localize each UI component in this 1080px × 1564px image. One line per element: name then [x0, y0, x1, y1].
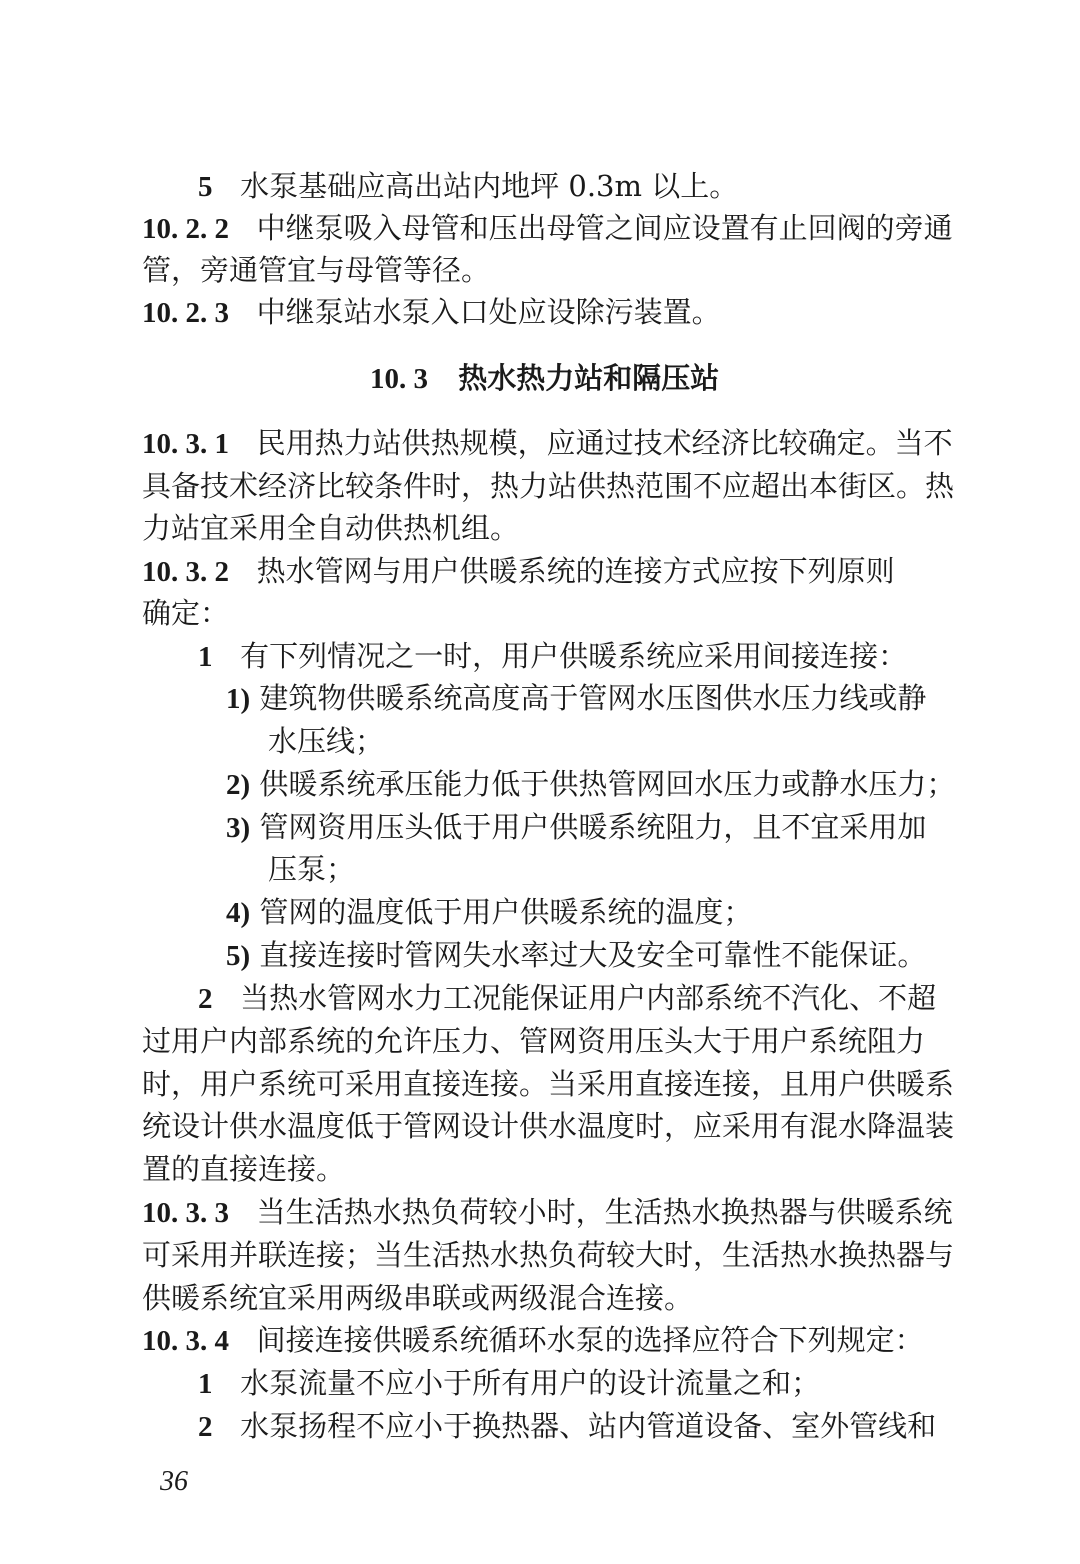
- subitem-text: 管网的温度低于用户供暖系统的温度；: [259, 895, 753, 929]
- clause-text: 管，旁通管宜与母管等径。: [142, 253, 491, 287]
- clause-text: 中继泵吸入母管和压出母管之间应设置有止回阀的旁通: [256, 211, 953, 245]
- subitem-line: [0, 935, 1080, 976]
- clause-text: 确定：: [142, 596, 230, 630]
- subitem-text: 直接连接时管网失水率过大及安全可靠性不能保证。: [259, 938, 927, 972]
- clause-line: [0, 208, 1080, 249]
- subitem-text: 管网资用压头低于用户供暖系统阻力，且不宜采用加: [259, 810, 927, 844]
- subitem-line: [0, 678, 1080, 719]
- continuation-line: [0, 1235, 1080, 1275]
- clause-line: [0, 292, 1080, 333]
- subitem-number: 5): [226, 940, 251, 972]
- subitem-text: 供暖系统承压能力低于供热管网回水压力或静水压力；: [259, 767, 956, 801]
- item-line: [0, 1406, 1080, 1447]
- item-text: 置的直接连接。: [142, 1152, 346, 1186]
- subitem-line: [0, 807, 1080, 848]
- clause-text: 热水管网与用户供暖系统的连接方式应按下列原则: [256, 554, 895, 588]
- subitem-number: 3): [226, 812, 251, 844]
- clause-text: 供暖系统宜采用两级串联或两级混合连接。: [142, 1281, 694, 1315]
- clause-text: 间接连接供暖系统循环水泵的选择应符合下列规定：: [256, 1323, 924, 1357]
- section-title: 热水热力站和隔压站: [458, 361, 720, 395]
- clause-text: 具备技术经济比较条件时，热力站供热范围不应超出本街区。热: [142, 469, 955, 503]
- clause-number: 10. 2. 3: [142, 297, 229, 329]
- continuation-line: [0, 1149, 1080, 1189]
- subitem-number: 2): [226, 769, 251, 801]
- continuation-line: [0, 508, 1080, 548]
- clause-text: 当生活热水热负荷较小时，生活热水换热器与供暖系统: [256, 1195, 953, 1229]
- continuation-line: [0, 1021, 1080, 1061]
- subitem-text: 水压线；: [268, 724, 385, 758]
- continuation-line: [0, 593, 1080, 633]
- item-text: 时，用户系统可采用直接连接。当采用直接连接，且用户供暖系: [142, 1067, 955, 1101]
- clause-number: 10. 3. 4: [142, 1325, 229, 1357]
- continuation-line: [0, 250, 1080, 290]
- item-number: 1: [198, 641, 213, 673]
- item-text: 统设计供水温度低于管网设计供水温度时，应采用有混水降温装: [142, 1109, 955, 1143]
- item-text: 有下列情况之一时，用户供暖系统应采用间接连接：: [240, 639, 908, 673]
- subitem-number: 1): [226, 683, 251, 715]
- item-text: 当热水管网水力工况能保证用户内部系统不汽化、不超: [240, 981, 937, 1015]
- clause-number: 10. 3. 2: [142, 556, 229, 588]
- continuation-line: [0, 1064, 1080, 1104]
- clause-text: 中继泵站水泵入口处应设除污装置。: [256, 295, 721, 329]
- item-number: 1: [198, 1368, 213, 1400]
- item-line: [0, 166, 1080, 207]
- subitem-text: 压泵；: [268, 852, 356, 886]
- item-text: 水泵流量不应小于所有用户的设计流量之和；: [240, 1366, 821, 1400]
- subitem-number: 4): [226, 897, 251, 929]
- item-number: 2: [198, 1411, 213, 1443]
- clause-line: [0, 1320, 1080, 1361]
- item-number: 2: [198, 983, 213, 1015]
- item-text: 过用户内部系统的允许压力、管网资用压头大于用户系统阻力: [142, 1024, 926, 1058]
- section-number: 10. 3: [370, 363, 428, 395]
- continuation-line: [0, 721, 1080, 761]
- page-number: 36: [160, 1466, 188, 1497]
- continuation-line: [0, 1278, 1080, 1318]
- continuation-line: [0, 466, 1080, 506]
- item-text: 水泵基础应高出站内地坪 0.3m 以上。: [240, 169, 739, 203]
- clause-text: 民用热力站供热规模，应通过技术经济比较确定。当不: [256, 426, 953, 460]
- subitem-line: [0, 892, 1080, 933]
- item-number: 5: [198, 171, 213, 203]
- subitem-text: 建筑物供暖系统高度高于管网水压图供水压力线或静: [259, 681, 927, 715]
- subitem-line: [0, 764, 1080, 805]
- clause-line: [0, 551, 1080, 592]
- continuation-line: [0, 1106, 1080, 1146]
- clause-number: 10. 3. 3: [142, 1197, 229, 1229]
- item-line: [0, 978, 1080, 1019]
- item-line: [0, 636, 1080, 677]
- section-heading: [0, 358, 1080, 399]
- continuation-line: [0, 849, 1080, 889]
- item-line: [0, 1363, 1080, 1404]
- item-text: 水泵扬程不应小于换热器、站内管道设备、室外管线和: [240, 1409, 937, 1443]
- clause-text: 可采用并联连接；当生活热水热负荷较大时，生活热水换热器与: [142, 1238, 955, 1272]
- clause-text: 力站宜采用全自动供热机组。: [142, 511, 520, 545]
- clause-line: [0, 1192, 1080, 1233]
- clause-number: 10. 3. 1: [142, 428, 229, 460]
- clause-number: 10. 2. 2: [142, 213, 229, 245]
- clause-line: [0, 423, 1080, 464]
